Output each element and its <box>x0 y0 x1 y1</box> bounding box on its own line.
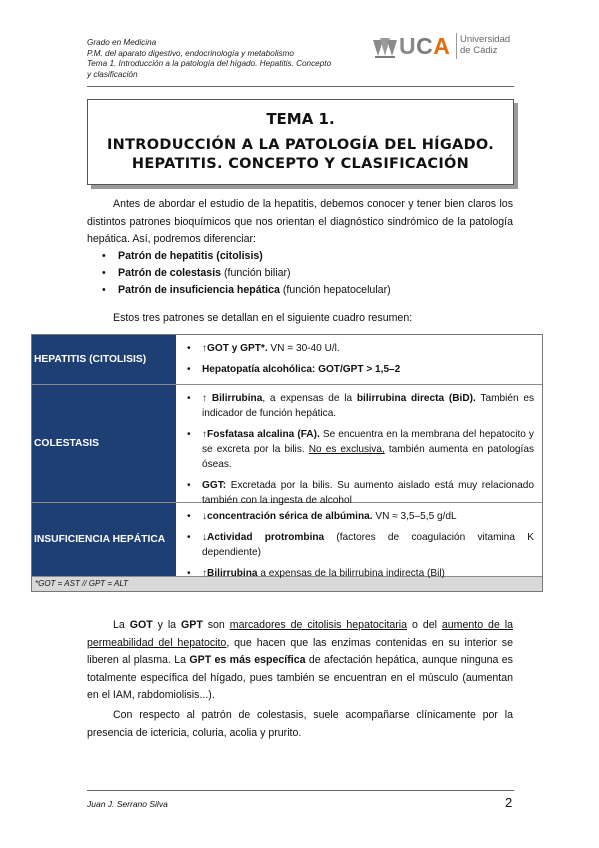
row-label-insuficiencia: INSUFICIENCIA HEPÁTICA <box>32 503 176 576</box>
page-header <box>87 38 387 80</box>
pattern-list <box>118 248 391 299</box>
header-rule <box>87 86 514 87</box>
table-row-insuficiencia <box>32 503 542 577</box>
footer-author: Juan J. Serrano Silva <box>87 799 168 809</box>
list-item: • Hepatopatía alcohólica: GOT/GPT > 1,5–2 <box>202 362 534 377</box>
list-item: • Patrón de colestasis (función biliar) <box>118 265 391 282</box>
header-line-1: Grado en Medicina <box>87 38 157 47</box>
list-item: • ↓Actividad protrombina (factores de coagulación vitamina K dependiente) <box>202 530 534 560</box>
university-logo <box>372 30 517 62</box>
list-item: • Patrón de insuficiencia hepática (función hepatocelular) <box>118 282 391 299</box>
page-title: INTRODUCCIÓN A LA PATOLOGÍA DEL HÍGADO. HEPATITIS. CONCEPTO Y CLASIFICACIÓN <box>106 137 495 172</box>
list-item: • Patrón de hepatitis (citolisis) <box>118 248 391 265</box>
table-footnote: *GOT = AST // GPT = ALT <box>32 577 542 591</box>
summary-intro: Estos tres patrones se detallan en el siguiente cuadro resumen: <box>113 312 413 324</box>
colestasis-paragraph: Con respecto al patrón de colestasis, suele acompañarse clínicamente por la presencia de ictericia, coluria, acolia y prurito. <box>87 709 513 739</box>
uca-wordmark: UCA <box>399 33 451 59</box>
header-line-3: Tema 1. Introducción a la patología del hígado. Hepatitis. Concepto <box>87 59 332 68</box>
tema-number: TEMA 1. <box>266 110 335 128</box>
title-box <box>87 99 514 185</box>
footer-rule <box>87 790 514 791</box>
intro-paragraph: Antes de abordar el estudio de la hepatitis, debemos conocer y tener bien claros los distintos patrones bioquímicos que nos orientan el diagnóstico sindrómico de la patología hepática. Así, podremos diferenciar: <box>87 198 513 245</box>
list-item: • ↓concentración sérica de albúmina. VN ≈ 3,5–5,5 g/dL <box>202 509 534 524</box>
row-label-hepatitis: HEPATITIS (CITOLISIS) <box>32 335 176 384</box>
list-item: • ↑Fosfatasa alcalina (FA). Se encuentra en la membrana del hepatocito y se excreta por la bilis. No es exclusiva, también aumenta en patologías óseas. <box>202 427 534 472</box>
row-label-colestasis: COLESTASIS <box>32 385 176 502</box>
logo-divider <box>456 33 457 59</box>
header-line-4: y clasificación <box>87 69 138 79</box>
list-item: • GGT: Excretada por la bilis. Su aumento aislado está muy relacionado también con la ingesta de alcohol <box>202 478 534 508</box>
citolisis-paragraph: La GOT y la GPT son marcadores de citolisis hepatocitaria o del aumento de la permeabilidad del hepatocito, que hacen que las enzimas contenidas en su interior se liberen al plasma. La GPT es más específica de afectación hepática, aunque ninguna es totalmente específica del hígado, pues también se encuentran en el músculo (aumentan en el IAM, rabdomiolisis...). <box>87 619 514 701</box>
list-item: • ↑Bilirrubina a expensas de la bilirrubina indirecta (Bil) <box>202 566 534 581</box>
table-row-hepatitis <box>32 335 542 385</box>
crown-emblem-icon <box>372 32 398 60</box>
list-item: • ↑ Bilirrubina, a expensas de la bilirrubina directa (BiD). También es indicador de función hepática. <box>202 391 534 421</box>
page-number: 2 <box>505 795 513 810</box>
table-row-colestasis <box>32 385 542 506</box>
summary-table <box>31 334 543 592</box>
university-name: Universidad de Cádiz <box>460 34 511 56</box>
list-item: • ↑GOT y GPT*. VN = 30-40 U/l. <box>202 341 534 356</box>
header-line-2: P.M. del aparato digestivo, endocrinología y metabolismo <box>87 48 294 58</box>
